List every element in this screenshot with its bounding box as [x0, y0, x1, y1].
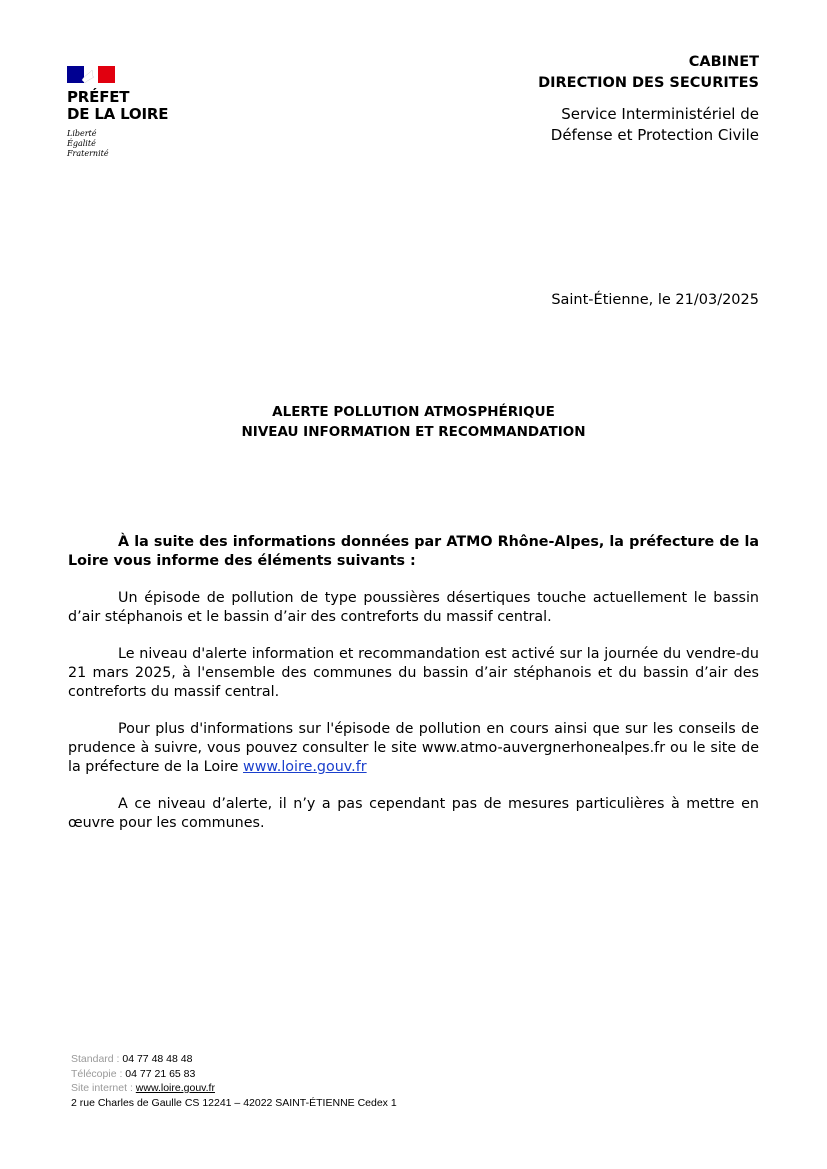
footer-contact — [71, 1052, 397, 1110]
standard-label: Standard : — [71, 1053, 123, 1065]
title-line2: NIVEAU INFORMATION ET RECOMMANDATION — [241, 424, 586, 440]
fax-value: 04 77 21 65 83 — [125, 1067, 196, 1080]
republic-motto — [67, 129, 168, 159]
motto-egalite: Égalité — [67, 139, 96, 148]
header-service-line1: Service Interministériel de — [561, 105, 759, 123]
motto-fraternite: Fraternité — [67, 149, 109, 158]
prefecture-logo — [67, 66, 168, 159]
site-label: Site internet : — [71, 1082, 136, 1094]
footer-address: 2 rue Charles de Gaulle CS 12241 – 42022 SAINT-ÉTIENNE Cedex 1 — [71, 1096, 397, 1109]
header-service — [538, 104, 759, 146]
logo-title-line1: PRÉFET — [67, 88, 130, 106]
document-title — [0, 402, 827, 442]
document-date: Saint-Étienne, le 21/03/2025 — [551, 292, 759, 308]
header-cabinet: CABINET — [688, 54, 759, 70]
footer-fax — [71, 1067, 397, 1082]
intro-paragraph: À la suite des informations données par ATMO Rhône-Alpes, la préfecture de la Loire vous informe des éléments suivants : — [68, 534, 759, 569]
document-body — [68, 533, 759, 851]
logo-title-line2: DE LA LOIRE — [67, 105, 169, 123]
footer-standard — [71, 1052, 397, 1067]
paragraph-more-info — [68, 720, 759, 777]
more-info-text: Pour plus d'informations sur l'épisode de pollution en cours ainsi que sur les conseils de prudence à suivre, vous pouvez consulter le site www.atmo-auvergnerhonealpes.fr ou le site de la préfecture de la Loire — [68, 721, 759, 775]
header-service-line2: Défense et Protection Civile — [550, 126, 759, 144]
paragraph-measures: A ce niveau d’alerte, il n’y a pas cependant pas de mesures particulières à mettre en œuvre pour les communes. — [68, 796, 759, 831]
paragraph-alert-level: Le niveau d'alerte information et recommandation est activé sur la journée du vendre-du 21 mars 2025, à l'ensemble des communes du bassin d’air stéphanois et du bassin d’air des contreforts du massif central. — [68, 646, 759, 700]
footer-site — [71, 1081, 397, 1096]
marianne-flag-icon — [67, 66, 115, 83]
footer-site-link[interactable]: www.loire.gouv.fr — [135, 1082, 215, 1094]
motto-liberte: Liberté — [67, 129, 97, 138]
standard-value: 04 77 48 48 48 — [122, 1053, 193, 1065]
title-line1: ALERTE POLLUTION ATMOSPHÉRIQUE — [272, 404, 555, 420]
paragraph-episode: Un épisode de pollution de type poussières désertiques touche actuellement le bassin d’air stéphanois et le bassin d’air des contreforts du massif central. — [68, 590, 759, 625]
fax-label: Télécopie : — [71, 1067, 126, 1080]
loire-website-link[interactable]: www.loire.gouv.fr — [243, 759, 367, 775]
sender-header — [538, 52, 759, 146]
logo-title — [67, 89, 168, 123]
header-direction: DIRECTION DES SECURITES — [538, 75, 759, 91]
